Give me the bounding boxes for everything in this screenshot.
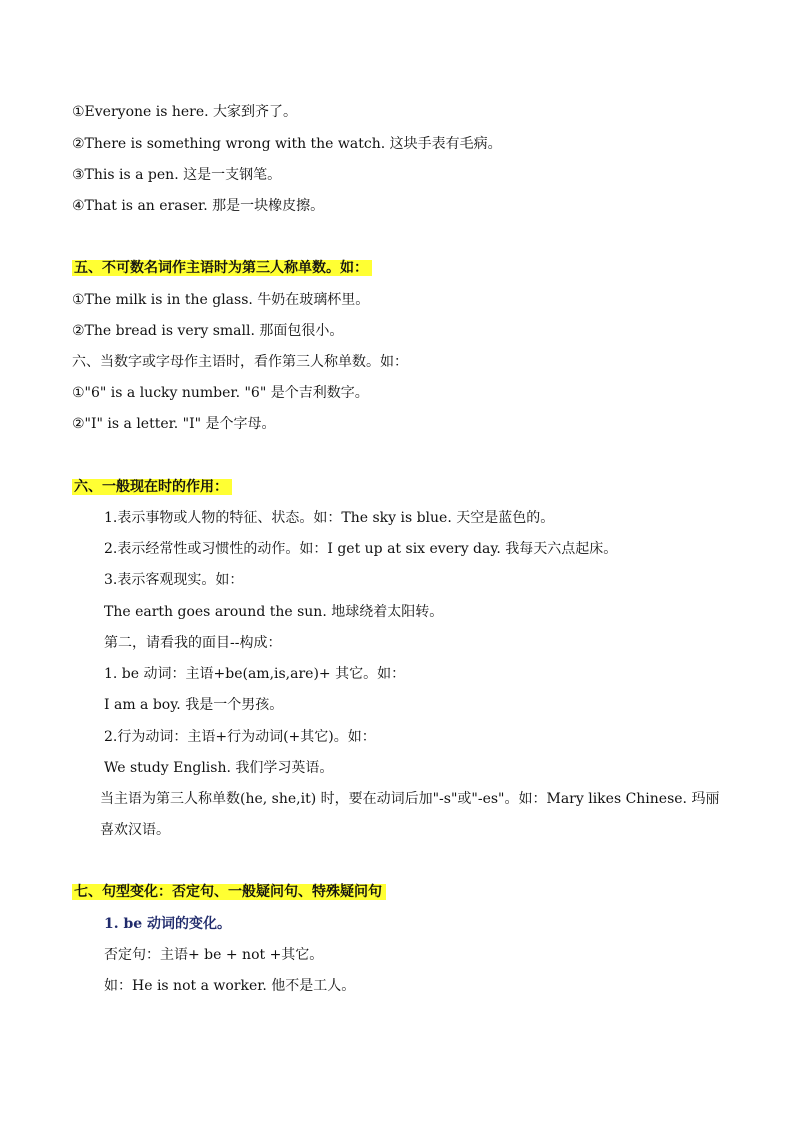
example-line: ①Everyone is here. 大家到齐了。 (72, 104, 298, 120)
section-heading (72, 258, 372, 278)
example-line: ②"I" is a letter. "I" 是个字母。 (72, 416, 276, 432)
example-line: ①"6" is a lucky number. "6" 是个吉利数字。 (72, 385, 369, 401)
example-line: ③This is a pen. 这是一支钢笔。 (72, 167, 282, 183)
example-line: ④That is an eraser. 那是一块橡皮擦。 (72, 198, 325, 214)
example-line: ②The bread is very small. 那面包很小。 (72, 323, 344, 339)
section-heading-plain: 六、当数字或字母作主语时，看作第三人称单数。如： (72, 354, 408, 370)
usage-line: 2.表示经常性或习惯性的动作。如：I get up at six every day. 我每天六点起床。 (104, 541, 618, 557)
section-heading (72, 882, 386, 902)
heading-highlight: 五、不可数名词作主语时为第三人称单数。如： (72, 260, 372, 276)
usage-line: The earth goes around the sun. 地球绕着太阳转。 (104, 604, 444, 620)
rule-line: 如：He is not a worker. 他不是工人。 (104, 978, 356, 994)
section-heading (72, 477, 232, 497)
usage-line: 第二，请看我的面目--构成： (104, 635, 282, 651)
subheading: 1. be 动词的变化。 (104, 916, 232, 932)
usage-line: 1. be 动词：主语+be(am,is,are)+ 其它。如： (104, 666, 406, 682)
usage-line: 1.表示事物或人物的特征、状态。如：The sky is blue. 天空是蓝色的。 (104, 510, 555, 526)
usage-line: 2.行为动词：主语+行为动词(+其它)。如： (104, 729, 376, 745)
rule-line: 否定句：主语+ be + not +其它。 (104, 947, 324, 963)
usage-line: I am a boy. 我是一个男孩。 (104, 697, 284, 713)
heading-highlight: 六、一般现在时的作用： (72, 479, 232, 495)
example-line: ②There is something wrong with the watch. 这块手表有毛病。 (72, 136, 502, 152)
usage-line: 3.表示客观现实。如： (104, 572, 244, 588)
example-line: ①The milk is in the glass. 牛奶在玻璃杯里。 (72, 292, 370, 308)
usage-line: We study English. 我们学习英语。 (104, 760, 334, 776)
heading-highlight: 七、句型变化：否定句、一般疑问句、特殊疑问句 (72, 884, 386, 900)
usage-paragraph: 当主语为第三人称单数(he, she,it) 时，要在动词后加"-s"或"-es"。如：Mary likes Chinese. 玛丽喜欢汉语。 (100, 791, 720, 838)
